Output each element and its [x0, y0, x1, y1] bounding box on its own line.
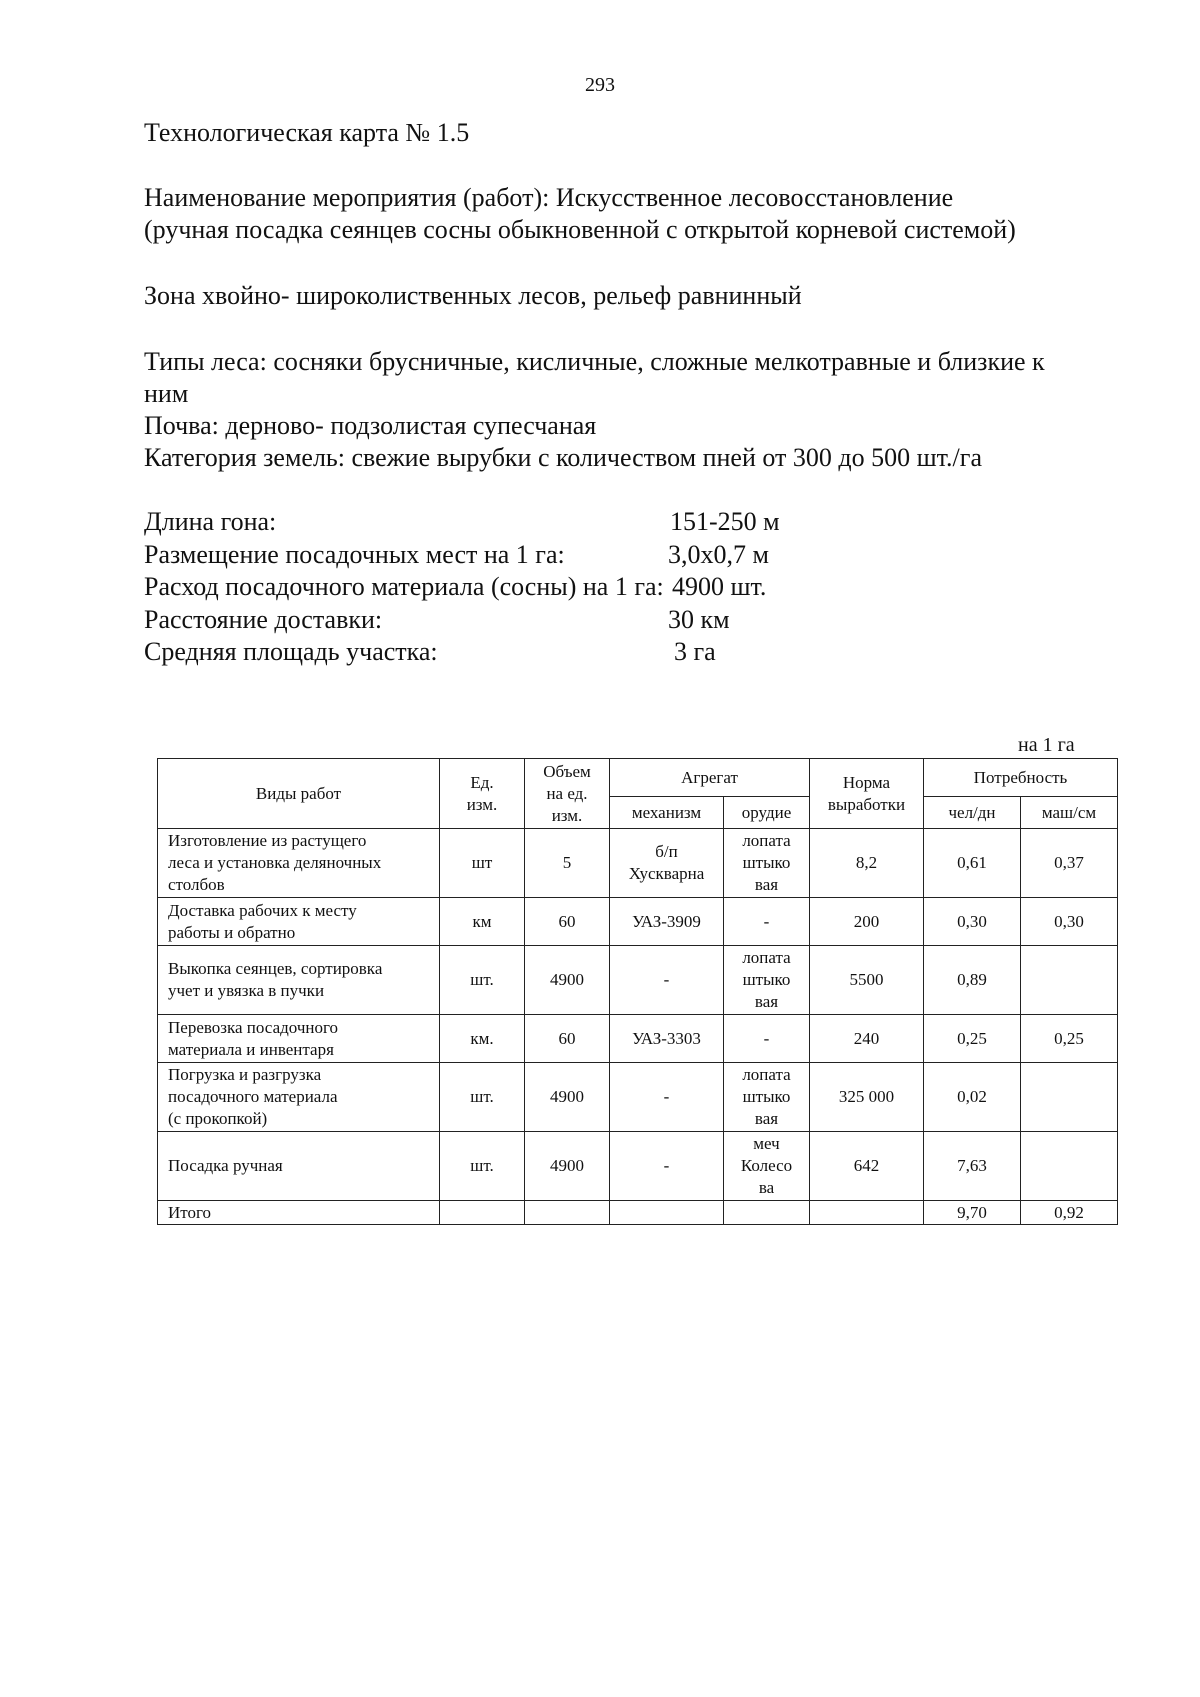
- cell-line: меч: [753, 1134, 780, 1153]
- cell-line: леса и установка деляночных: [168, 853, 382, 872]
- cell-tool: [724, 829, 810, 898]
- event-name: [144, 182, 1144, 246]
- cell-mechanism: УАЗ-3303: [610, 1015, 724, 1063]
- header-volume-line: Объем: [543, 761, 591, 781]
- parameter-value: 151-250 м: [670, 507, 780, 536]
- cell-work: [158, 1063, 440, 1132]
- cell-norm: 325 000: [810, 1063, 924, 1132]
- cell-unit: шт.: [440, 1132, 525, 1201]
- cell-mechanism: -: [610, 946, 724, 1015]
- cell-mechanism: [610, 829, 724, 898]
- site-conditions: [144, 346, 1144, 474]
- cell-line: Колесо: [740, 1156, 793, 1175]
- cell-line: Выкопка сеянцев, сортировка: [168, 959, 383, 978]
- cell-norm: 240: [810, 1015, 924, 1063]
- cell-empty: [525, 1201, 610, 1225]
- cell-man-days: 7,63: [924, 1132, 1021, 1201]
- cell-unit: км.: [440, 1015, 525, 1063]
- cell-work: [158, 898, 440, 946]
- parameter-label: Длина гона:: [144, 507, 277, 536]
- forest-types-line: Типы леса: сосняки брусничные, кисличные, сложные мелкотравные и близкие к: [144, 347, 1045, 376]
- header-volume-line: изм.: [551, 805, 583, 825]
- cell-work: Посадка ручная: [158, 1132, 440, 1201]
- cell-line: штыко: [742, 1087, 791, 1106]
- cell-mechanism: УАЗ-3909: [610, 898, 724, 946]
- parameter-row: [144, 604, 1144, 637]
- cell-volume: 4900: [525, 1063, 610, 1132]
- header-norm-line: выработки: [827, 794, 906, 814]
- parameter-value: 3,0х0,7 м: [668, 539, 769, 569]
- cell-volume: 5: [525, 829, 610, 898]
- header-volume-line: на ед.: [546, 783, 588, 803]
- cell-tool: [724, 1132, 810, 1201]
- header-norm: [810, 759, 924, 829]
- per-hectare-note: на 1 га: [1018, 734, 1075, 756]
- table-row: [158, 829, 1118, 898]
- event-line: (ручная посадка сеянцев сосны обыкновенной с открытой корневой системой): [144, 215, 1016, 244]
- table-row: [158, 1132, 1118, 1201]
- cell-line: материала и инвентаря: [168, 1039, 334, 1059]
- soil-line: Почва: дерново- подзолистая супесчаная: [144, 411, 597, 440]
- cell-total-man-days: 9,70: [924, 1201, 1021, 1225]
- cell-machine-shifts: 0,37: [1021, 829, 1118, 898]
- parameter-row: [144, 571, 1144, 604]
- cell-line: вая: [754, 1109, 779, 1128]
- header-unit-line: Ед.: [470, 772, 494, 792]
- header-need: Потребность: [924, 759, 1118, 797]
- cell-tool: [724, 946, 810, 1015]
- cell-line: б/п: [655, 842, 678, 861]
- cell-unit: км: [440, 898, 525, 946]
- cell-tool: -: [724, 898, 810, 946]
- table-row: [158, 898, 1118, 946]
- table-total-row: [158, 1201, 1118, 1225]
- cell-man-days: 0,89: [924, 946, 1021, 1015]
- table-header-row: [158, 759, 1118, 797]
- table-row: [158, 1015, 1118, 1063]
- cell-tool: -: [724, 1015, 810, 1063]
- cell-work: [158, 946, 440, 1015]
- table-row: [158, 946, 1118, 1015]
- parameter-row: [144, 506, 1144, 539]
- header-mechanism: механизм: [610, 797, 724, 829]
- parameter-value: 3 га: [674, 637, 716, 666]
- cell-norm: 8,2: [810, 829, 924, 898]
- cell-mechanism: -: [610, 1132, 724, 1201]
- header-man-days: чел/дн: [924, 797, 1021, 829]
- table-row: [158, 1063, 1118, 1132]
- cell-man-days: 0,30: [924, 898, 1021, 946]
- cell-machine-shifts: [1021, 1132, 1118, 1201]
- cell-work: [158, 829, 440, 898]
- cell-line: лопата: [742, 948, 791, 967]
- cell-empty: [440, 1201, 525, 1225]
- parameter-label: Размещение посадочных мест на 1 га:: [144, 539, 565, 569]
- header-machine-shifts: маш/см: [1021, 797, 1118, 829]
- cell-total-label: Итого: [158, 1201, 440, 1225]
- cell-line: штыко: [742, 970, 791, 989]
- cell-line: Перевозка посадочного: [168, 1017, 339, 1037]
- cell-volume: 4900: [525, 1132, 610, 1201]
- cell-empty: [810, 1201, 924, 1225]
- cell-line: посадочного материала: [168, 1087, 338, 1106]
- header-unit-line: изм.: [466, 794, 498, 814]
- cell-norm: 200: [810, 898, 924, 946]
- header-tool: орудие: [724, 797, 810, 829]
- cell-machine-shifts: 0,25: [1021, 1015, 1118, 1063]
- header-norm-line: Норма: [842, 772, 891, 792]
- cell-mechanism: -: [610, 1063, 724, 1132]
- cell-line: (с прокопкой): [168, 1109, 268, 1128]
- cell-unit: шт.: [440, 946, 525, 1015]
- cell-empty: [610, 1201, 724, 1225]
- parameter-label: Расстояние доставки:: [144, 604, 383, 634]
- event-line: Наименование мероприятия (работ): Искусственное лесовосстановление: [144, 183, 954, 212]
- cell-total-machine-shifts: 0,92: [1021, 1201, 1118, 1225]
- parameter-label: Расход посадочного материала (сосны) на 1 га:: [144, 572, 664, 601]
- land-category-line: Категория земель: свежие вырубки с количеством пней от 300 до 500 шт./га: [144, 443, 982, 472]
- parameter-value: 4900 шт.: [672, 572, 767, 601]
- cell-line: Погрузка и разгрузка: [168, 1065, 322, 1084]
- cell-line: работы и обратно: [168, 922, 296, 942]
- parameter-row: [144, 636, 1144, 669]
- cell-man-days: 0,61: [924, 829, 1021, 898]
- cell-volume: 60: [525, 898, 610, 946]
- header-volume: [525, 759, 610, 829]
- cell-volume: 4900: [525, 946, 610, 1015]
- page-number: 293: [585, 74, 615, 96]
- parameter-row: [144, 539, 1144, 572]
- cell-line: лопата: [742, 1065, 791, 1084]
- cell-line: штыко: [742, 853, 791, 872]
- cell-line: Изготовление из растущего: [168, 831, 367, 850]
- cell-line: столбов: [168, 875, 225, 894]
- cell-line: вая: [754, 875, 779, 894]
- cell-line: лопата: [742, 831, 791, 850]
- cell-machine-shifts: [1021, 946, 1118, 1015]
- parameter-label: Средняя площадь участка:: [144, 637, 438, 666]
- cell-volume: 60: [525, 1015, 610, 1063]
- cell-machine-shifts: 0,30: [1021, 898, 1118, 946]
- cell-line: Хускварна: [628, 864, 705, 883]
- cell-norm: 5500: [810, 946, 924, 1015]
- header-works: Виды работ: [158, 759, 440, 829]
- cell-machine-shifts: [1021, 1063, 1118, 1132]
- cell-man-days: 0,02: [924, 1063, 1021, 1132]
- work-norms-table: [157, 758, 1118, 1225]
- cell-tool: [724, 1063, 810, 1132]
- header-aggregate: Агрегат: [610, 759, 810, 797]
- page-title: Технологическая карта № 1.5: [144, 118, 470, 147]
- cell-line: вая: [754, 992, 779, 1011]
- cell-empty: [724, 1201, 810, 1225]
- cell-line: ва: [758, 1178, 775, 1197]
- cell-work: [158, 1015, 440, 1063]
- cell-norm: 642: [810, 1132, 924, 1201]
- forest-types-line: ним: [144, 379, 189, 408]
- cell-line: учет и увязка в пучки: [168, 981, 325, 1000]
- header-unit: [440, 759, 525, 829]
- work-parameters: [144, 506, 1144, 669]
- cell-man-days: 0,25: [924, 1015, 1021, 1063]
- parameter-value: 30 км: [668, 604, 730, 634]
- cell-line: Доставка рабочих к месту: [168, 900, 357, 920]
- cell-unit: шт.: [440, 1063, 525, 1132]
- cell-unit: шт: [440, 829, 525, 898]
- forest-zone: Зона хвойно- широколиственных лесов, рельеф равнинный: [144, 281, 802, 310]
